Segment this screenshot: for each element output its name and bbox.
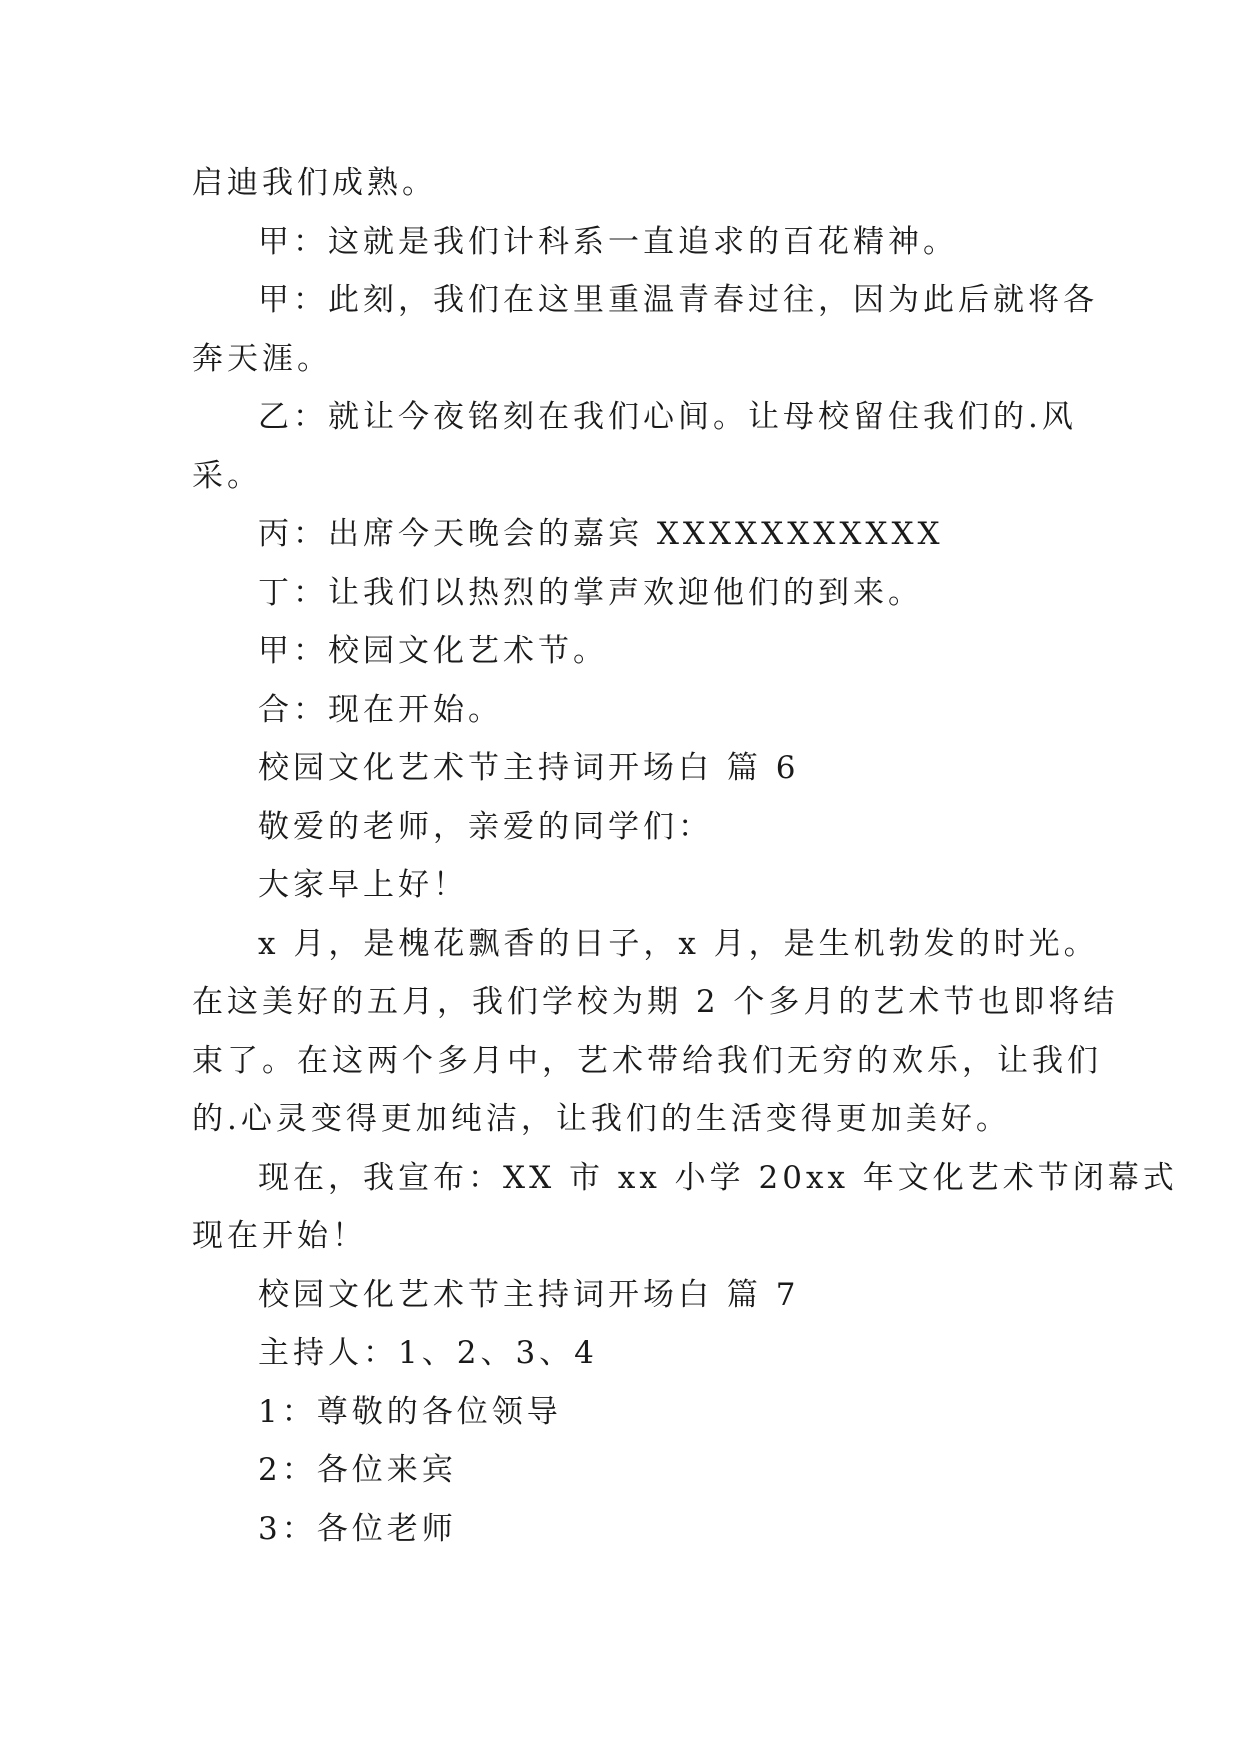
paragraph-line: 的.心灵变得更加纯洁，让我们的生活变得更加美好。: [192, 1101, 1011, 1137]
paragraph-line: 奔天涯。: [192, 340, 332, 377]
paragraph-line: 3：各位老师: [258, 1510, 457, 1547]
paragraph-line: 在这美好的五月，我们学校为期 2 个多月的艺术节也即将结: [192, 984, 1119, 1020]
paragraph-line: 大家早上好！: [258, 867, 468, 903]
paragraph-line: 2：各位来宾: [258, 1452, 457, 1488]
paragraph-line: 1：尊敬的各位领导: [258, 1393, 562, 1430]
paragraph-line: 甲：校园文化艺术节。: [258, 633, 608, 669]
paragraph-line: x 月，是槐花飘香的日子，x 月，是生机勃发的时光。: [258, 925, 1099, 962]
paragraph-line: 甲：此刻，我们在这里重温青春过往，因为此后就将各: [258, 282, 1098, 318]
section-heading: 校园文化艺术节主持词开场白 篇 7: [258, 1276, 800, 1313]
paragraph-line: 现在开始！: [192, 1218, 367, 1254]
paragraph-line: 丙：出席今天晚会的嘉宾 XXXXXXXXXXX: [258, 516, 944, 552]
paragraph-line: 主持人：1、2、3、4: [258, 1335, 598, 1371]
paragraph-line: 合：现在开始。: [258, 691, 503, 728]
paragraph-line: 敬爱的老师，亲爱的同学们：: [258, 808, 713, 845]
paragraph-line: 束了。在这两个多月中，艺术带给我们无穷的欢乐，让我们: [192, 1042, 1102, 1079]
paragraph-line: 丁：让我们以热烈的掌声欢迎他们的到来。: [258, 574, 923, 611]
document-body: [192, 154, 1178, 1558]
paragraph-line: 启迪我们成熟。: [192, 165, 437, 201]
paragraph-line: 采。: [192, 457, 262, 494]
paragraph-line: 现在，我宣布：XX 市 xx 小学 20xx 年文化艺术节闭幕式: [258, 1159, 1178, 1196]
paragraph-line: 甲：这就是我们计科系一直追求的百花精神。: [258, 223, 958, 260]
section-heading: 校园文化艺术节主持词开场白 篇 6: [258, 750, 800, 786]
paragraph-line: 乙：就让今夜铭刻在我们心间。让母校留住我们的.风: [258, 399, 1077, 435]
